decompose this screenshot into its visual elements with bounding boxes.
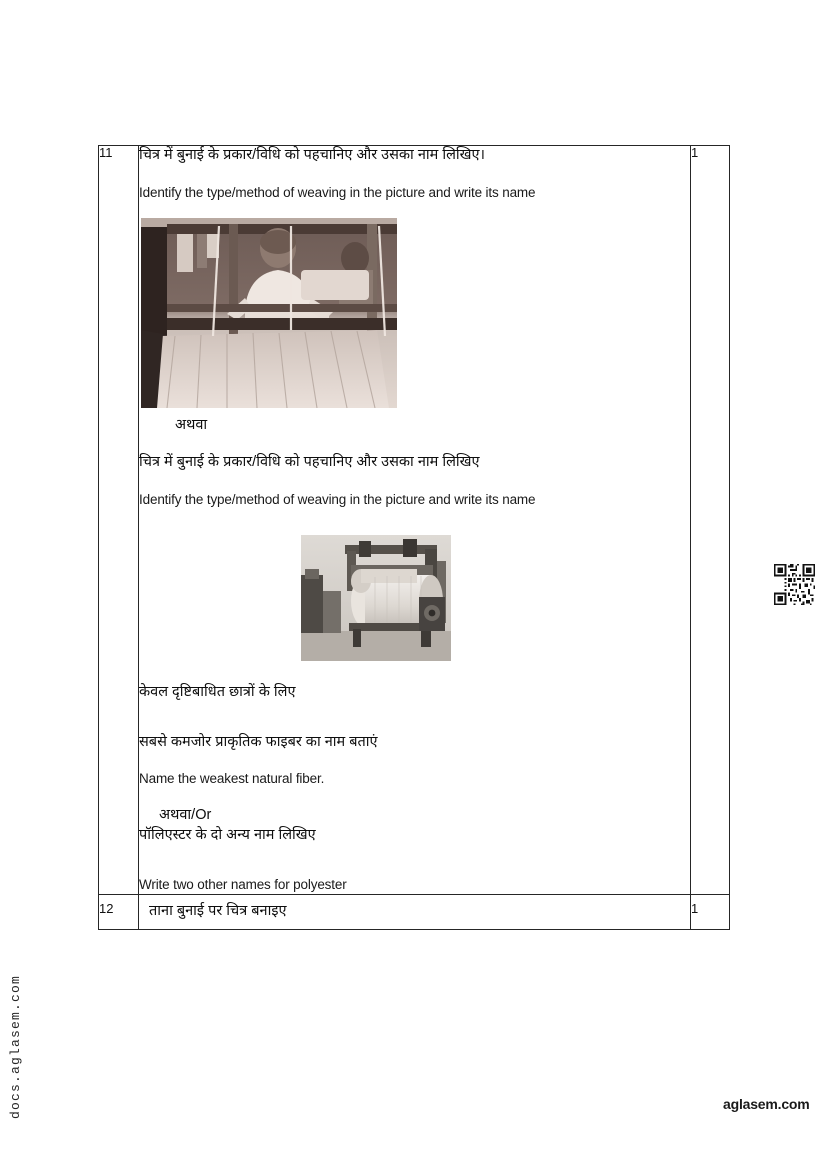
- spacer: [139, 788, 690, 806]
- handloom-weaver-photo: [141, 218, 397, 408]
- visually-impaired-note-hindi: केवल दृष्टिबाधित छात्रों के लिए: [139, 684, 296, 701]
- table-row: [99, 146, 730, 895]
- question-number: 11: [99, 146, 139, 895]
- question-text-english-4: Write two other names for polyester: [139, 876, 347, 892]
- spacer: [139, 435, 690, 453]
- table-row: [99, 894, 730, 930]
- question-content: [139, 894, 691, 930]
- question-marks: 1: [691, 894, 730, 930]
- spacer: [139, 473, 690, 491]
- spacer: [139, 846, 690, 876]
- brand-watermark: aglasem.com: [723, 1096, 810, 1112]
- question-number: 12: [99, 894, 139, 930]
- alternative-label-hindi-1: अथवा: [175, 416, 208, 433]
- spacer: [139, 661, 690, 683]
- question-marks: 1: [691, 146, 730, 895]
- question-text-hindi-3: सबसे कमजोर प्राकृतिक फाइबर का नाम बताएं: [139, 733, 378, 750]
- question-text-hindi-1: चित्र में बुनाई के प्रकार/विधि को पहचानिए और उसका नाम लिखिए।: [139, 147, 486, 163]
- question-text-hindi-4: पॉलिएस्टर के दो अन्य नाम लिखिए: [139, 827, 316, 844]
- spacer: [139, 408, 690, 416]
- power-loom-photo: [301, 535, 451, 661]
- question-text-hindi-5: ताना बुनाई पर चित्र बनाइए: [149, 902, 287, 919]
- qr-code: [772, 562, 817, 607]
- spacer: [139, 166, 690, 184]
- question-text-english-2: Identify the type/method of weaving in the picture and write its name: [139, 491, 536, 507]
- question-text-english-3: Name the weakest natural fiber.: [139, 771, 325, 787]
- alternative-label-hindi-2: अथवा/Or: [159, 807, 212, 824]
- question-content: [139, 146, 691, 895]
- question-text-hindi-2: चित्र में बुनाई के प्रकार/विधि को पहचानिए और उसका नाम लिखिए: [139, 454, 480, 471]
- spacer: [139, 703, 690, 733]
- question-table: [98, 145, 730, 930]
- spacer: [139, 752, 690, 770]
- question-text-english-1: Identify the type/method of weaving in the picture and write its name: [139, 184, 536, 200]
- side-watermark-text: docs.aglasem.com: [8, 975, 23, 1120]
